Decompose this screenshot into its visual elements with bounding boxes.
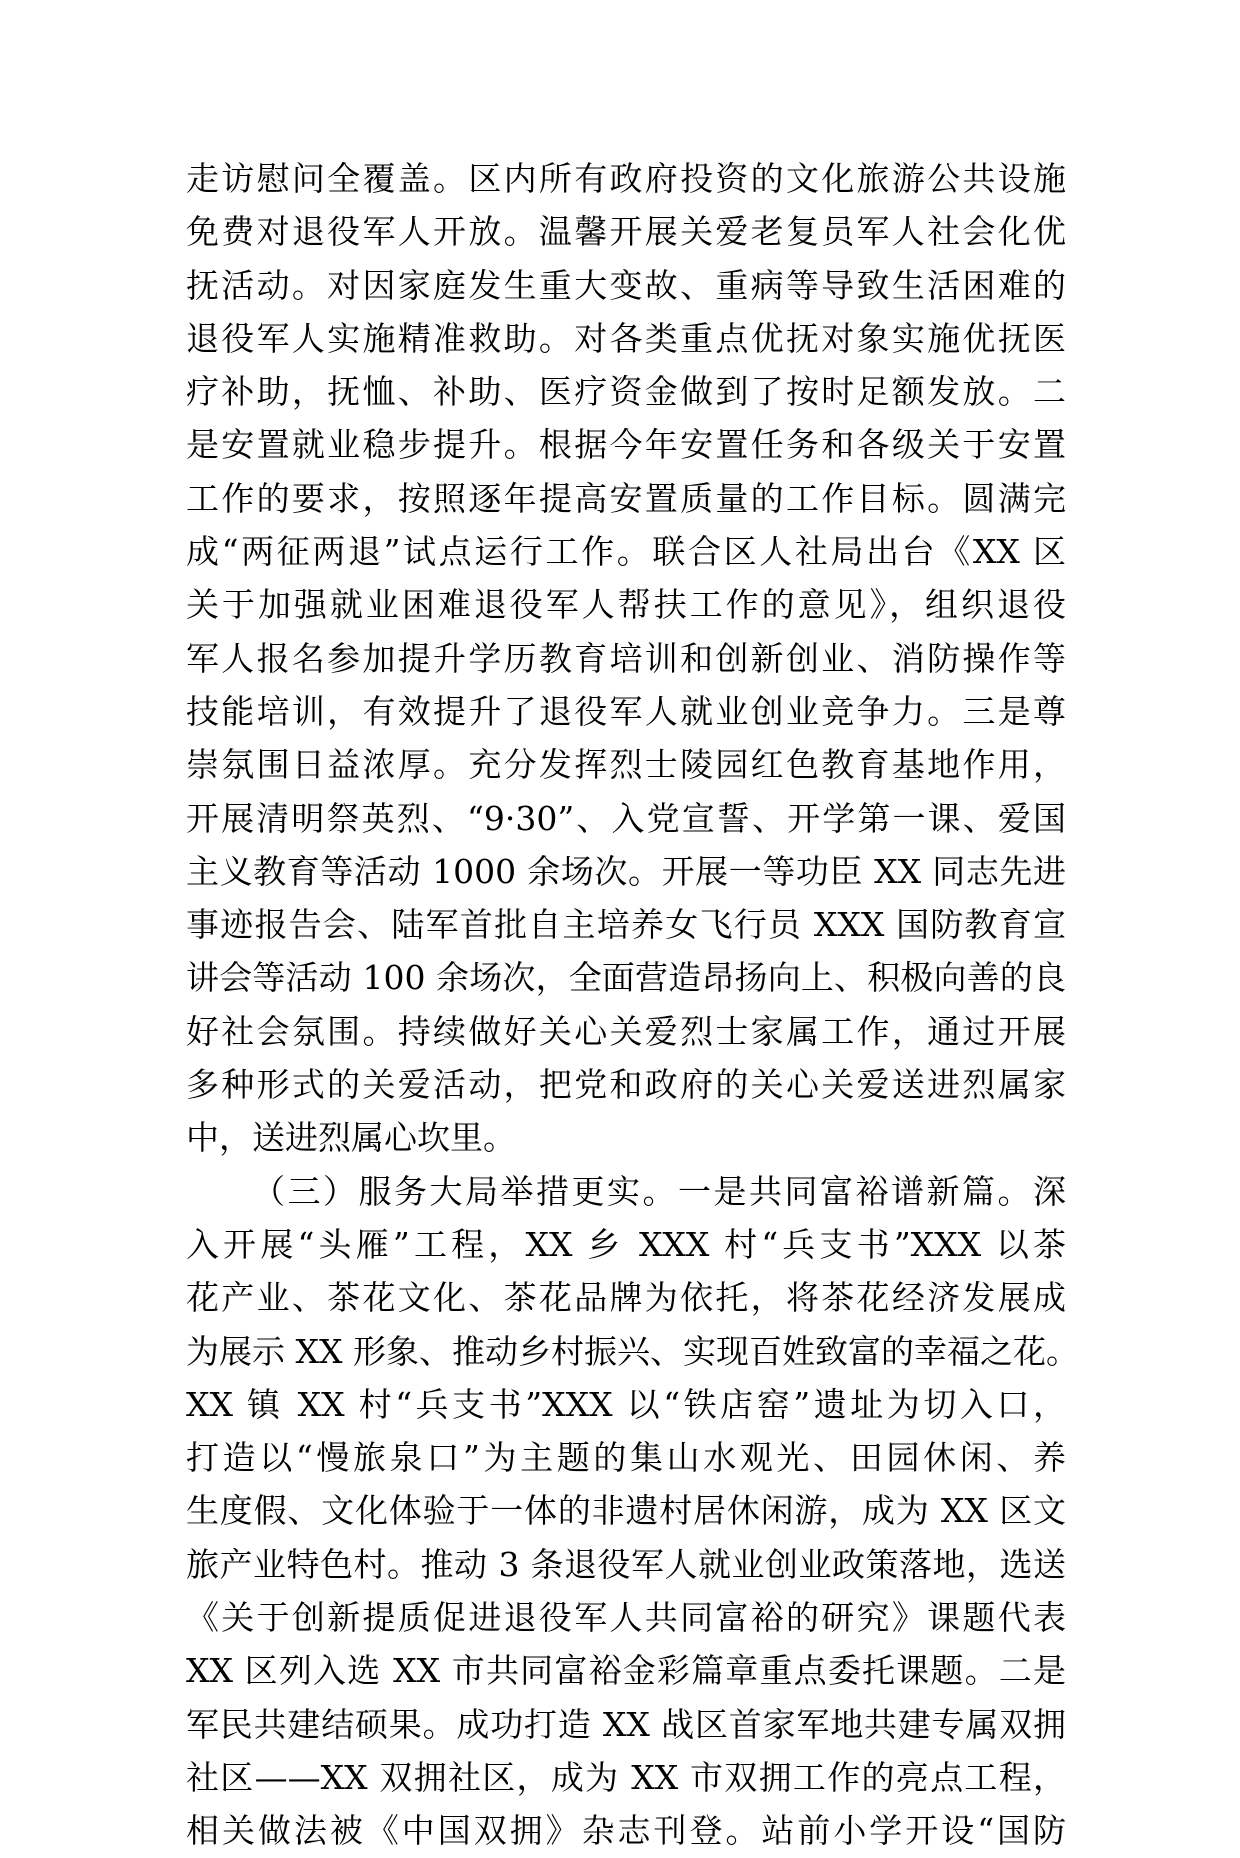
text-line: 是安置就业稳步提升。根据今年安置任务和各级关于安置 [186, 425, 1066, 465]
text-line: 成“两征两退”试点运行工作。联合区人社局出台《XX 区 [186, 532, 1066, 572]
paragraph-end-line: 中，送进烈属心坎里。 [186, 1118, 516, 1158]
text-line: XX 区列入选 XX 市共同富裕金彩篇章重点委托课题。二是 [186, 1651, 1066, 1691]
document-body [186, 152, 1079, 1858]
text-line: 打造以“慢旅泉口”为主题的集山水观光、田园休闲、养 [186, 1438, 1066, 1478]
text-line: 社区——XX 双拥社区，成为 XX 市双拥工作的亮点工程， [186, 1757, 1066, 1797]
text-line: 《关于创新提质促进退役军人共同富裕的研究》课题代表 [186, 1598, 1066, 1638]
text-line: 讲会等活动 100 余场次，全面营造昂扬向上、积极向善的良 [186, 958, 1066, 998]
text-line: 抚活动。对因家庭发生重大变故、重病等导致生活困难的 [186, 265, 1066, 305]
text-line: 崇氛围日益浓厚。充分发挥烈士陵园红色教育基地作用， [186, 745, 1066, 785]
text-line: 生度假、文化体验于一体的非遗村居休闲游，成为 XX 区文 [186, 1491, 1066, 1531]
text-line: 为展示 XX 形象、推动乡村振兴、实现百姓致富的幸福之花。 [186, 1331, 1079, 1371]
text-line: 军人报名参加提升学历教育培训和创新创业、消防操作等 [186, 638, 1066, 678]
text-line: 相关做法被《中国双拥》杂志刊登。站前小学开设“国防 [186, 1811, 1066, 1851]
text-line: 主义教育等活动 1000 余场次。开展一等功臣 XX 同志先进 [186, 851, 1066, 891]
text-line: 关于加强就业困难退役军人帮扶工作的意见》，组织退役 [186, 585, 1066, 625]
text-line: 好社会氛围。持续做好关心关爱烈士家属工作，通过开展 [186, 1011, 1066, 1051]
text-line: 花产业、茶花文化、茶花品牌为依托，将茶花经济发展成 [186, 1278, 1066, 1318]
text-line: 走访慰问全覆盖。区内所有政府投资的文化旅游公共设施 [186, 159, 1066, 198]
section-heading-line: （三）服务大局举措更实。一是共同富裕谱新篇。深 [252, 1171, 1066, 1211]
text-line: 军民共建结硕果。成功打造 XX 战区首家军地共建专属双拥 [186, 1704, 1066, 1744]
text-line: 退役军人实施精准救助。对各类重点优抚对象实施优抚医 [186, 318, 1066, 358]
text-line: 事迹报告会、陆军首批自主培养女飞行员 XXX 国防教育宣 [186, 905, 1066, 945]
text-line: 开展清明祭英烈、“9·30”、入党宣誓、开学第一课、爱国 [186, 798, 1066, 838]
text-line: 技能培训，有效提升了退役军人就业创业竞争力。三是尊 [186, 691, 1066, 731]
text-line: XX 镇 XX 村“兵支书”XXX 以“铁店窑”遗址为切入口， [186, 1384, 1066, 1424]
text-line: 工作的要求，按照逐年提高安置质量的工作目标。圆满完 [186, 478, 1066, 518]
text-line: 疗补助，抚恤、补助、医疗资金做到了按时足额发放。二 [186, 372, 1066, 412]
text-line: 多种形式的关爱活动，把党和政府的关心关爱送进烈属家 [186, 1065, 1066, 1105]
text-line: 旅产业特色村。推动 3 条退役军人就业创业政策落地，选送 [186, 1544, 1066, 1584]
text-line: 免费对退役军人开放。温馨开展关爱老复员军人社会化优 [186, 212, 1066, 252]
text-line: 入开展“头雁”工程，XX 乡 XXX 村“兵支书”XXX 以茶 [186, 1224, 1066, 1264]
